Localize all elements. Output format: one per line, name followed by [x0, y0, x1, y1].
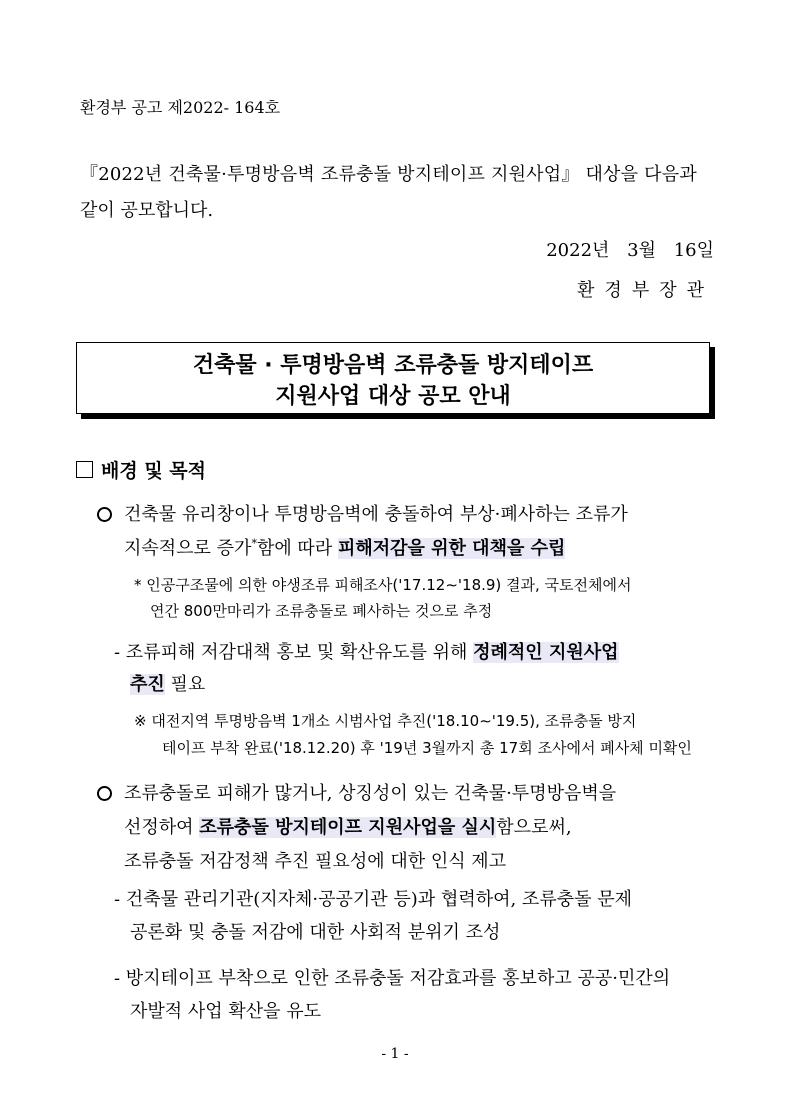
signer: 환경부장관 [577, 280, 714, 301]
title-line-1: 건축물 · 투명방음벽 조류충돌 방지테이프 [192, 353, 594, 378]
dash2-line-1: - 건축물 관리기관(지자체·공공기관 등)과 협력하여, 조류충돌 문제 [114, 889, 632, 910]
bullet2-line-2 [124, 813, 572, 839]
footnote1-line-1: * 인공구조물에 의한 야생조류 피해조사('17.12∼'18.9) 결과, 국토전체에서 [134, 576, 632, 594]
intro-line-1: 『2022년 건축물·투명방음벽 조류충돌 방지테이프 지원사업』 대상을 다음과 [80, 164, 697, 185]
circle-bullet-icon [97, 507, 112, 522]
dash3-line-2: 자발적 사업 확산을 유도 [130, 1001, 322, 1022]
dash2-line-2: 공론화 및 충돌 저감에 대한 사회적 분위기 조성 [130, 922, 501, 943]
dash1-line-2 [130, 670, 205, 696]
footnote1-line-2: 연간 800만마리가 조류충돌로 폐사하는 것으로 추정 [150, 602, 493, 620]
notice-number: 환경부 공고 제2022- 164호 [80, 98, 281, 117]
bullet1-footnote-mark: * [251, 537, 257, 550]
bullet2-line-2-post: 함으로써, [496, 817, 572, 838]
intro-line-2: 같이 공모합니다. [80, 200, 214, 221]
section-heading-text: 배경 및 목적 [101, 460, 206, 482]
dash3-line-1: - 방지테이프 부착으로 인한 조류충돌 저감효과를 홍보하고 공공·민간의 [114, 968, 671, 989]
bullet2-line-3: 조류충돌 저감정책 추진 필요성에 대한 인식 제고 [124, 851, 507, 872]
dash1-line-2-post: 필요 [164, 674, 206, 695]
dash1-highlight-1: 정례적인 지원사업 [473, 642, 619, 663]
dash1-line-1 [114, 638, 619, 664]
note1-line-2: 테이프 부착 완료('18.12.20) 후 '19년 3월까지 총 17회 조사에서 폐사체 미확인 [162, 739, 692, 757]
title-line-2: 지원사업 대상 공모 안내 [275, 384, 511, 409]
dash1-line-1-pre: - 조류피해 저감대책 홍보 및 확산유도를 위해 [114, 642, 474, 663]
circle-bullet-icon [97, 786, 112, 801]
section-heading [76, 456, 206, 483]
dash1-highlight-2: 추진 [130, 674, 165, 695]
page-number: - 1 - [381, 1046, 409, 1062]
square-bullet-icon [76, 461, 93, 478]
bullet2-highlight: 조류충돌 방지테이프 지원사업을 실시 [199, 817, 497, 838]
bullet1-highlight: 피해저감을 위한 대책을 수립 [337, 538, 566, 559]
bullet1-line-2 [124, 534, 565, 560]
title-box [76, 342, 710, 414]
bullet2-line-2-pre: 선정하여 [124, 817, 200, 838]
announcement-date: 2022년 3월 16일 [546, 240, 714, 261]
bullet1-line-1: 건축물 유리창이나 투명방음벽에 충돌하여 부상·폐사하는 조류가 [124, 504, 628, 525]
bullet1-line-2-mid: 함에 따라 [256, 538, 338, 559]
bullet1-line-2-pre: 지속적으로 증가 [124, 538, 252, 559]
note1-line-1: ※ 대전지역 투명방음벽 1개소 시범사업 추진('18.10∼'19.5), 조류충돌 방지 [134, 712, 637, 730]
bullet2-line-1: 조류충돌로 피해가 많거나, 상징성이 있는 건축물·투명방음벽을 [124, 783, 617, 804]
